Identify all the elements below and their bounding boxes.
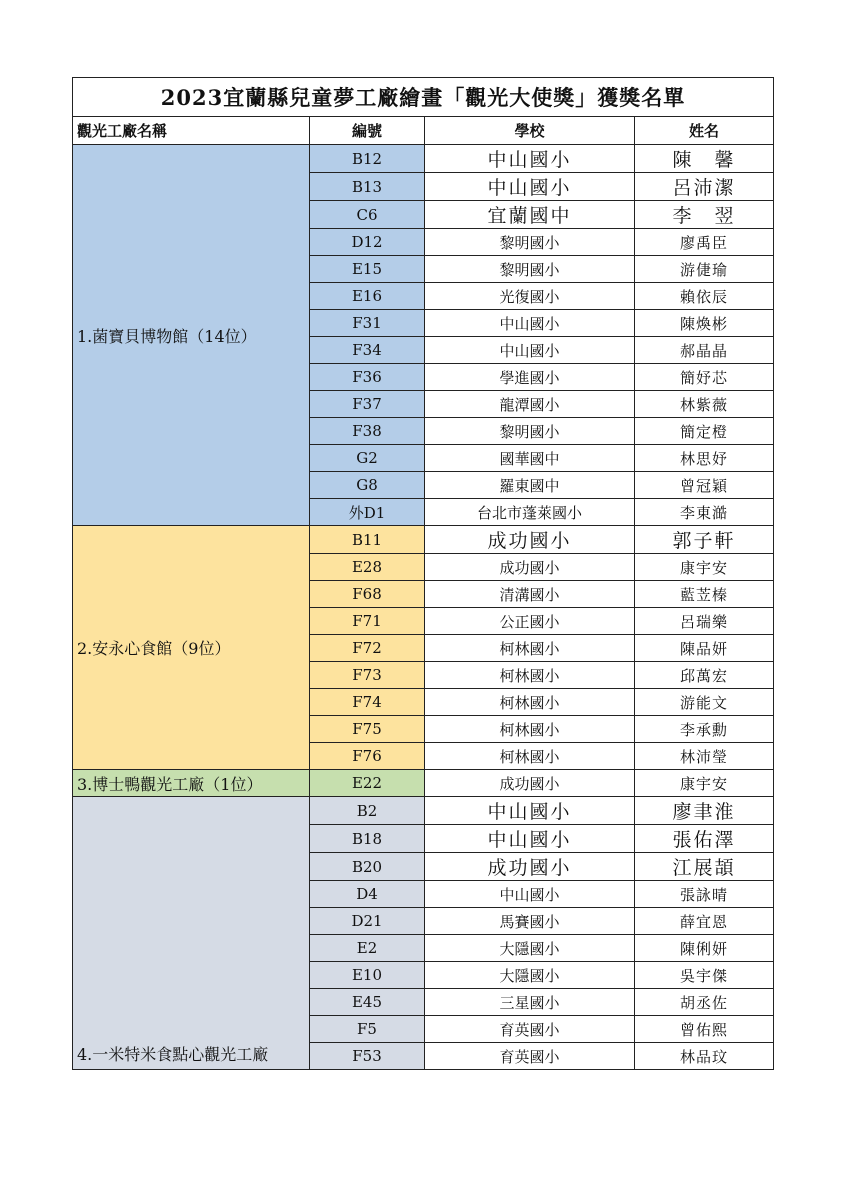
student-cell: 游能文 — [635, 689, 774, 716]
code-cell: E15 — [310, 256, 425, 283]
school-cell: 清溝國小 — [425, 581, 635, 608]
student-cell: 林紫薇 — [635, 391, 774, 418]
school-cell: 學進國小 — [425, 364, 635, 391]
student-cell: 林沛瑩 — [635, 743, 774, 770]
header-student: 姓名 — [635, 117, 774, 145]
school-cell: 育英國小 — [425, 1043, 635, 1070]
student-cell: 李東澔 — [635, 499, 774, 526]
code-cell: F31 — [310, 310, 425, 337]
school-cell: 馬賽國小 — [425, 908, 635, 935]
code-cell: C6 — [310, 201, 425, 229]
page-title: 2023宜蘭縣兒童夢工廠繪畫「觀光大使獎」獲獎名單 — [73, 78, 774, 117]
student-cell: 曾冠穎 — [635, 472, 774, 499]
student-cell: 藍苙榛 — [635, 581, 774, 608]
code-cell: E22 — [310, 770, 425, 797]
student-cell: 張佑澤 — [635, 825, 774, 853]
student-cell: 曾佑熙 — [635, 1016, 774, 1043]
student-cell: 陳煥彬 — [635, 310, 774, 337]
student-cell: 邱萬宏 — [635, 662, 774, 689]
school-cell: 大隱國小 — [425, 962, 635, 989]
code-cell: E2 — [310, 935, 425, 962]
code-cell: F5 — [310, 1016, 425, 1043]
factory-name-cell — [73, 526, 310, 770]
code-cell: F53 — [310, 1043, 425, 1070]
school-cell: 中山國小 — [425, 337, 635, 364]
school-cell: 公正國小 — [425, 608, 635, 635]
school-cell: 中山國小 — [425, 145, 635, 173]
school-cell: 三星國小 — [425, 989, 635, 1016]
header-factory: 觀光工廠名稱 — [73, 117, 310, 145]
factory-name: 2.安永心食館（9位） — [77, 639, 231, 658]
code-cell: B20 — [310, 853, 425, 881]
student-cell: 胡丞佐 — [635, 989, 774, 1016]
school-cell: 柯林國小 — [425, 716, 635, 743]
student-cell: 江展頡 — [635, 853, 774, 881]
factory-name: 1.菌寶貝博物館（14位） — [77, 326, 257, 346]
code-cell: F73 — [310, 662, 425, 689]
student-cell: 賴依辰 — [635, 283, 774, 310]
code-cell: G2 — [310, 445, 425, 472]
code-cell: D12 — [310, 229, 425, 256]
school-cell: 龍潭國小 — [425, 391, 635, 418]
school-cell: 大隱國小 — [425, 935, 635, 962]
student-cell: 陳俐妍 — [635, 935, 774, 962]
student-cell: 游倢瑜 — [635, 256, 774, 283]
school-cell: 中山國小 — [425, 825, 635, 853]
code-cell: F76 — [310, 743, 425, 770]
school-cell: 中山國小 — [425, 797, 635, 825]
code-cell: F75 — [310, 716, 425, 743]
student-cell: 郭子軒 — [635, 526, 774, 554]
school-cell: 羅東國中 — [425, 472, 635, 499]
code-cell: F38 — [310, 418, 425, 445]
header-code: 編號 — [310, 117, 425, 145]
code-cell: E28 — [310, 554, 425, 581]
school-cell: 黎明國小 — [425, 418, 635, 445]
school-cell: 黎明國小 — [425, 229, 635, 256]
student-cell: 呂瑞樂 — [635, 608, 774, 635]
code-cell: F37 — [310, 391, 425, 418]
school-cell: 國華國中 — [425, 445, 635, 472]
school-cell: 柯林國小 — [425, 743, 635, 770]
student-cell: 呂沛潔 — [635, 173, 774, 201]
factory-name-cell — [73, 770, 310, 797]
student-cell: 張詠晴 — [635, 881, 774, 908]
student-cell: 廖聿淮 — [635, 797, 774, 825]
student-cell: 郝晶晶 — [635, 337, 774, 364]
code-cell: F74 — [310, 689, 425, 716]
school-cell: 黎明國小 — [425, 256, 635, 283]
student-cell: 吳宇傑 — [635, 962, 774, 989]
student-cell: 廖禹臣 — [635, 229, 774, 256]
school-cell: 台北市蓬萊國小 — [425, 499, 635, 526]
school-cell: 柯林國小 — [425, 662, 635, 689]
code-cell: G8 — [310, 472, 425, 499]
code-cell: B18 — [310, 825, 425, 853]
student-cell: 林品玟 — [635, 1043, 774, 1070]
code-cell: 外D1 — [310, 499, 425, 526]
student-cell: 康宇安 — [635, 770, 774, 797]
table-row — [73, 797, 774, 825]
code-cell: E10 — [310, 962, 425, 989]
code-cell: E45 — [310, 989, 425, 1016]
student-cell: 陳 馨 — [635, 145, 774, 173]
student-cell: 李承勳 — [635, 716, 774, 743]
school-cell: 中山國小 — [425, 881, 635, 908]
table-row — [73, 145, 774, 173]
code-cell: F71 — [310, 608, 425, 635]
code-cell: B2 — [310, 797, 425, 825]
factory-name: 3.博士鴨觀光工廠（1位） — [77, 774, 263, 794]
school-cell: 成功國小 — [425, 853, 635, 881]
school-cell: 成功國小 — [425, 554, 635, 581]
code-cell: B11 — [310, 526, 425, 554]
header-school: 學校 — [425, 117, 635, 145]
school-cell: 成功國小 — [425, 526, 635, 554]
code-cell: D4 — [310, 881, 425, 908]
code-cell: F68 — [310, 581, 425, 608]
table-row — [73, 526, 774, 554]
school-cell: 柯林國小 — [425, 635, 635, 662]
award-sheet — [72, 77, 774, 1070]
award-table — [72, 77, 774, 1070]
school-cell: 中山國小 — [425, 173, 635, 201]
table-row — [73, 770, 774, 797]
code-cell: D21 — [310, 908, 425, 935]
student-cell: 陳品妍 — [635, 635, 774, 662]
code-cell: F34 — [310, 337, 425, 364]
factory-name-cell — [73, 145, 310, 526]
student-cell: 林思妤 — [635, 445, 774, 472]
school-cell: 宜蘭國中 — [425, 201, 635, 229]
code-cell: F72 — [310, 635, 425, 662]
school-cell: 柯林國小 — [425, 689, 635, 716]
school-cell: 育英國小 — [425, 1016, 635, 1043]
student-cell: 簡妤芯 — [635, 364, 774, 391]
student-cell: 簡定橙 — [635, 418, 774, 445]
code-cell: B12 — [310, 145, 425, 173]
factory-name-cell — [73, 797, 310, 1070]
school-cell: 光復國小 — [425, 283, 635, 310]
code-cell: B13 — [310, 173, 425, 201]
factory-name: 4.一米特米食點心觀光工廠 — [77, 1045, 269, 1064]
code-cell: E16 — [310, 283, 425, 310]
code-cell: F36 — [310, 364, 425, 391]
school-cell: 成功國小 — [425, 770, 635, 797]
student-cell: 康宇安 — [635, 554, 774, 581]
student-cell: 李 翌 — [635, 201, 774, 229]
student-cell: 薛宜恩 — [635, 908, 774, 935]
school-cell: 中山國小 — [425, 310, 635, 337]
